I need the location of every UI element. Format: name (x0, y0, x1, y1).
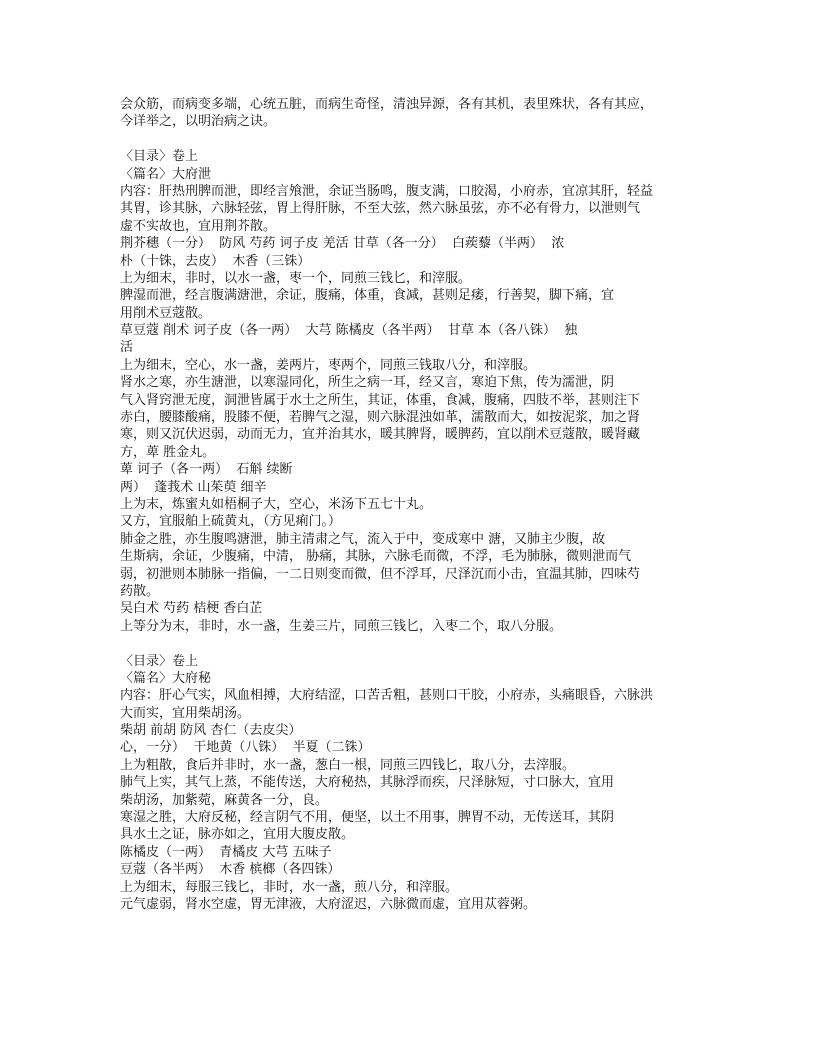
text-line: 会众筋，而病变多端，心统五脏，而病生奇怪，清浊异源，各有其机，表里殊状，各有其应， (120, 97, 654, 112)
text-line: 肺气上实，其气上蒸，不能传送，大府秘热，其脉浮而疾，尺泽脉短，寸口脉大，宜用 (120, 775, 615, 791)
text-line: 萆 诃子（各一两） 石斛 续断 (120, 462, 293, 478)
text-line: 大而实，宜用柴胡汤。 (120, 705, 251, 721)
text-line: 上为末，炼蜜丸如梧桐子大，空心，米汤下五七十丸。 (120, 496, 433, 512)
blank-line (120, 635, 710, 652)
text-line: 内容：肝热刑脾而泄，即经言飧泄，余证当肠鸣，腹支满，口胶渴，小府赤，宜凉其肝，轻益 (120, 183, 654, 199)
text-line: 虚不实故也，宜用荆芥散。 (120, 218, 277, 234)
intro-paragraph (120, 96, 710, 131)
section-dafu-mi (120, 653, 710, 914)
chapter-title: 〈篇名〉大府秘 (120, 670, 212, 686)
blank-line (120, 131, 710, 148)
text-line: 陈橘皮（一两） 青橘皮 大芎 五味子 (120, 844, 332, 860)
text-line: 上等分为末，非时，水一盏，生姜三片，同煎三钱匕，入枣二个，取八分服。 (120, 618, 563, 634)
text-line: 吴白术 芍药 桔梗 香白芷 (120, 601, 263, 617)
text-line: 柴胡汤，加紫菀，麻黄各一分，良。 (120, 792, 329, 808)
text-line: 其胃，诊其脉，六脉轻弦，胃上得肝脉，不至大弦，然六脉虽弦，亦不必有骨力，以泄则气 (120, 201, 641, 217)
text-line: 弱，初泄则本肺脉一指偏，一二日则变而微，但不浮耳，尺泽沉而小击，宜温其肺，四味芍 (120, 566, 641, 582)
text-line: 两） 蓬莪术 山茱萸 细辛 (120, 479, 267, 495)
section-dafu-xie (120, 148, 710, 635)
text-line: 朴（十铢，去皮） 木香（三铢） (120, 253, 311, 269)
text-line: 药散。 (120, 583, 160, 599)
text-line: 用削术豆蔻散。 (120, 305, 212, 321)
text-line: 气入肾窍泄无度，洞泄皆属于水土之所生，其证，体重，食减，腹痛，四肢不举，甚则注下 (120, 392, 641, 408)
text-line: 脾湿而泄，经言腹满溏泄，余证，腹痛，体重，食减，甚则足痿，行善契，脚下痛，宜 (120, 288, 615, 304)
chapter-title: 〈篇名〉大府泄 (120, 166, 212, 182)
text-line: 元气虚弱，肾水空虚，胃无津液，大府涩迟，六脉微而虚，宜用苁蓉粥。 (120, 896, 537, 912)
text-line: 内容：肝心气实，风血相搏，大府结涩，口苦舌粗，甚则口干胶，小府赤，头痛眼昏，六脉洪 (120, 688, 654, 704)
catalog-heading: 〈目录〉卷上 (120, 149, 199, 165)
text-line: 上为细末，空心，水一盏，姜两片，枣两个，同煎三钱取八分，和滓服。 (120, 357, 537, 373)
text-line: 柴胡 前胡 防风 杏仁（去皮尖） (120, 723, 302, 739)
text-line: 肾水之寒，亦生溏泄，以寒湿同化，所生之病一耳，经又言，寒迫下焦，传为濡泄，阴 (120, 375, 615, 391)
document-page (120, 96, 710, 913)
text-line: 豆蔻（各半两） 木香 槟榔（各四铢） (120, 862, 341, 878)
catalog-heading: 〈目录〉卷上 (120, 653, 199, 669)
text-line: 心，一分） 干地黄（八铢） 半夏（二铢） (120, 740, 371, 756)
text-line: 具水土之证，脉亦如之，宜用大腹皮散。 (120, 827, 355, 843)
text-line: 生斯病，余证，少腹痛，中清， 胁痛，其脉，六脉毛而微，不浮，毛为肺脉，微则泄而气 (120, 549, 632, 565)
text-line: 肺金之胜，亦生腹鸣溏泄，肺主清肃之气，流入于中，变成寒中 溏，又肺主少腹，故 (120, 531, 606, 547)
text-line: 寒湿之胜，大府反秘，经言阴气不用，便坚，以土不用事，脾胃不动，无传送耳，其阴 (120, 810, 615, 826)
text-line: 上为粗散，食后并非时，水一盏，葱白一根，同煎三四钱匕，取八分，去滓服。 (120, 757, 576, 773)
text-line: 赤白，腰膝酸痛，股膝不便，若脾气之湿，则六脉混浊如革，濡散而大，如按泥浆，加之肾 (120, 410, 641, 426)
text-line: 荆芥穗（一分） 防风 芍药 诃子皮 羌活 甘草（各一分） 白蒺藜（半两） 浓 (120, 236, 565, 252)
text-line: 活 (120, 340, 134, 356)
text-line: 上为细末，每服三钱匕，非时，水一盏，煎八分，和滓服。 (120, 879, 459, 895)
text-line: 上为细末，非时，以水一盏，枣一个，同煎三钱匕，和滓服。 (120, 270, 472, 286)
text-line: 草豆蔻 削术 诃子皮（各一两） 大芎 陈橘皮（各半两） 甘草 本（各八铢） 独 (120, 323, 578, 339)
text-line: 寒，则又沉伏迟弱，动而无力，宜并治其水，暖其脾肾，暖脾药，宜以削术豆蔻散，暖肾藏 (120, 427, 641, 443)
text-line: 今详举之，以明治病之诀。 (120, 114, 277, 130)
text-line: 又方，宜服舶上硫黄丸，（方见痢门。） (120, 514, 342, 530)
text-line: 方，萆 胜金丸。 (120, 444, 216, 460)
